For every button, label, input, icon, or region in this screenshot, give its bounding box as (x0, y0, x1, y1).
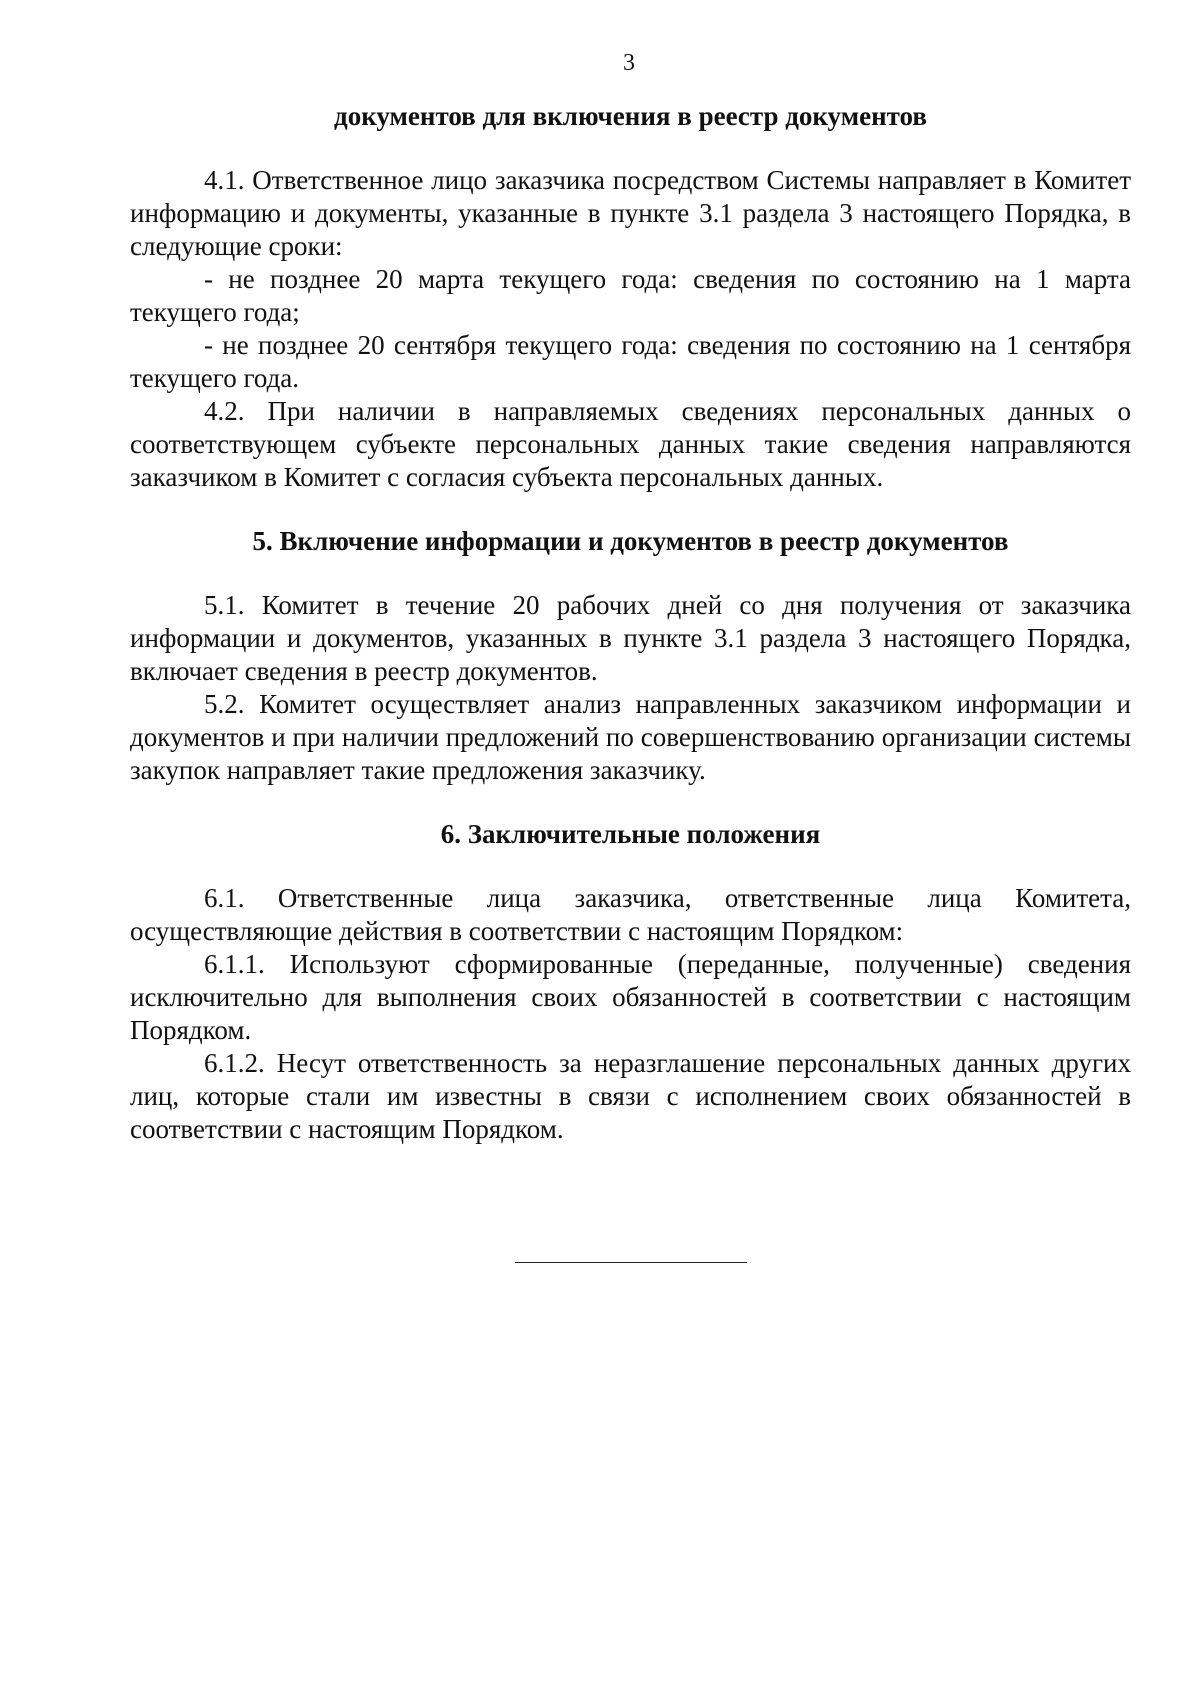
closing-divider-line (515, 1262, 747, 1263)
spacer (130, 851, 1131, 882)
paragraph-4-1-deadline-september: - не позднее 20 сентября текущего года: сведения по состоянию на 1 сентября текущего года. (130, 330, 1131, 393)
paragraph-5-1: 5.1. Комитет в течение 20 рабочих дней со дня получения от заказчика информации и документов, указанных в пункте 3.1 раздела 3 настоящего Порядка, включает сведения в реестр документов. (130, 590, 1131, 686)
spacer (130, 494, 1131, 525)
paragraph-5-2: 5.2. Комитет осуществляет анализ направленных заказчиком информации и документов и при наличии предложений по совершенствованию организации системы закупок направляет такие предложения заказчику. (130, 689, 1131, 785)
spacer (130, 133, 1131, 164)
section-5-heading: 5. Включение информации и документов в реестр документов (252, 526, 1009, 556)
paragraph-6-1-2: 6.1.2. Несут ответственность за неразглашение персональных данных других лиц, которые стали им известны в связи с исполнением своих обязанностей в соответствии с настоящим Порядком. (130, 1048, 1131, 1144)
spacer (130, 787, 1131, 818)
section-4-heading-continuation: документов для включения в реестр документов (334, 101, 927, 131)
paragraph-6-1-1: 6.1.1. Используют сформированные (переданные, полученные) сведения исключительно для выполнения своих обязанностей в соответствии с настоящим Порядком. (130, 949, 1131, 1045)
document-body (130, 100, 1131, 1146)
paragraph-6-1: 6.1. Ответственные лица заказчика, ответственные лица Комитета, осуществляющие действия в соответствии с настоящим Порядком: (130, 883, 1131, 946)
paragraph-4-1-deadline-march: - не позднее 20 марта текущего года: сведения по состоянию на 1 марта текущего года; (130, 264, 1131, 327)
spacer (130, 558, 1131, 589)
paragraph-4-2: 4.2. При наличии в направляемых сведениях персональных данных о соответствующем субъекте персональных данных такие сведения направляются заказчиком в Комитет с согласия субъекта персональных данных. (130, 396, 1131, 492)
section-6-heading: 6. Заключительные положения (440, 819, 821, 849)
paragraph-4-1: 4.1. Ответственное лицо заказчика посредством Системы направляет в Комитет информацию и документы, указанные в пункте 3.1 раздела 3 настоящего Порядка, в следующие сроки: (130, 165, 1131, 261)
page-number: 3 (623, 50, 635, 76)
